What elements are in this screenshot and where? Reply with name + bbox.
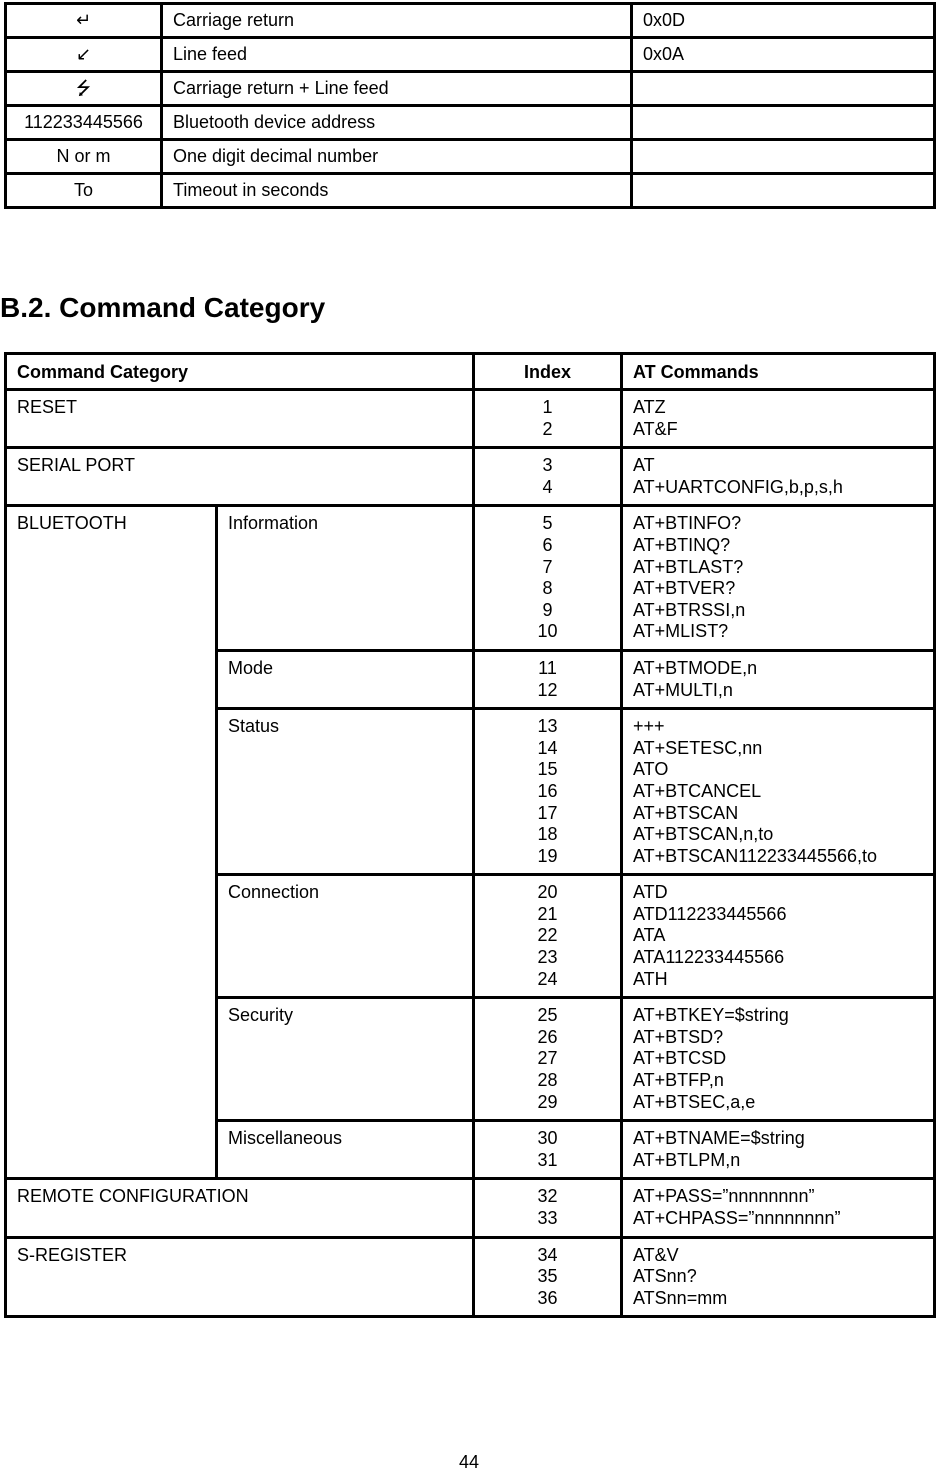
- bluetooth-index-line: 9: [542, 599, 553, 620]
- symbol-row: [6, 140, 935, 174]
- bluetooth-index-line: 29: [537, 1091, 558, 1112]
- bluetooth-index-line: 30: [537, 1128, 558, 1149]
- symbol-row: [6, 174, 935, 208]
- bluetooth-category-cell: BLUETOOTH: [6, 506, 217, 1179]
- bluetooth-index-line: 14: [537, 737, 558, 758]
- serial-port-index: [474, 448, 622, 506]
- bluetooth-commands-line: AT+BTCSD: [633, 1048, 727, 1069]
- page-number: 44: [458, 1452, 480, 1472]
- bluetooth-commands-line: AT+BTLAST?: [633, 556, 744, 577]
- table-header-row: [6, 354, 935, 390]
- serial-port-commands: [622, 448, 935, 506]
- serial-port-row: [6, 448, 935, 506]
- bluetooth-commands-line: ATH: [633, 968, 668, 989]
- header-at-commands: AT Commands: [622, 354, 935, 390]
- bluetooth-index-line: 21: [537, 903, 558, 924]
- bluetooth-commands-line: AT+BTRSSI,n: [633, 599, 746, 620]
- bluetooth-commands-line: AT+BTSD?: [633, 1026, 724, 1047]
- remote-configuration-index-line: 33: [537, 1208, 558, 1228]
- remote-configuration-index-line: 32: [537, 1186, 558, 1207]
- symbol-cell: ⭍: [6, 72, 162, 106]
- bluetooth-commands-line: AT+MLIST?: [633, 621, 729, 642]
- s-register-commands-line: AT&V: [633, 1244, 679, 1265]
- bluetooth-commands: [622, 1121, 935, 1179]
- bluetooth-index-line: 8: [542, 578, 553, 599]
- symbol-value-cell: [632, 72, 935, 106]
- bluetooth-commands-line: AT+BTSCAN,n,to: [633, 824, 774, 845]
- reset-commands-line: AT&F: [633, 418, 678, 439]
- bluetooth-commands: [622, 506, 935, 651]
- bluetooth-index-line: 19: [537, 845, 558, 866]
- bluetooth-commands-line: ATA112233445566: [633, 947, 785, 968]
- bluetooth-commands-line: AT+BTKEY=$string: [633, 1005, 789, 1026]
- bluetooth-subcategory-cell: Information: [217, 506, 474, 651]
- symbol-row: [6, 38, 935, 72]
- bluetooth-index-line: 16: [537, 780, 558, 801]
- bluetooth-index-line: 15: [537, 759, 558, 780]
- bluetooth-index-line: 13: [537, 716, 558, 737]
- s-register-index-line: 34: [537, 1244, 558, 1265]
- remote-configuration-category-cell: REMOTE CONFIGURATION: [6, 1179, 474, 1237]
- bluetooth-commands-line: AT+BTMODE,n: [633, 657, 758, 678]
- remote-configuration-commands: [622, 1179, 935, 1237]
- bluetooth-row: [6, 506, 935, 651]
- bluetooth-commands-line: +++: [633, 716, 665, 737]
- bluetooth-commands-line: AT+BTVER?: [633, 578, 736, 599]
- bluetooth-subcategory-cell: Status: [217, 709, 474, 875]
- symbol-meaning-cell: One digit decimal number: [162, 140, 632, 174]
- bluetooth-index-line: 6: [542, 534, 553, 555]
- bluetooth-commands-line: ATD: [633, 882, 668, 903]
- command-category-table: [4, 352, 936, 1318]
- bluetooth-commands-line: AT+BTLPM,n: [633, 1149, 741, 1170]
- bluetooth-index-line: 25: [537, 1005, 558, 1026]
- bluetooth-commands: [622, 650, 935, 708]
- bluetooth-index-line: 23: [537, 947, 558, 968]
- bluetooth-commands-line: AT+SETESC,nn: [633, 737, 763, 758]
- bluetooth-commands: [622, 709, 935, 875]
- bluetooth-index-line: 26: [537, 1026, 558, 1047]
- symbol-meaning-cell: Timeout in seconds: [162, 174, 632, 208]
- symbol-value-cell: [632, 140, 935, 174]
- symbol-legend-table: [4, 2, 936, 209]
- reset-commands-line: ATZ: [633, 397, 666, 417]
- bluetooth-index: [474, 506, 622, 651]
- symbol-meaning-cell: Bluetooth device address: [162, 106, 632, 140]
- bluetooth-index-line: 27: [537, 1048, 558, 1069]
- bluetooth-commands: [622, 998, 935, 1121]
- symbol-value-cell: [632, 174, 935, 208]
- bluetooth-commands-line: AT+BTCANCEL: [633, 780, 762, 801]
- bluetooth-commands-line: AT+BTNAME=$string: [633, 1128, 805, 1149]
- bluetooth-commands-line: ATA: [633, 925, 666, 946]
- bluetooth-commands-line: AT+BTINFO?: [633, 513, 742, 534]
- bluetooth-commands-line: AT+BTFP,n: [633, 1070, 724, 1091]
- serial-port-index-line: 3: [542, 455, 553, 476]
- bluetooth-subcategory-cell: Connection: [217, 875, 474, 998]
- symbol-row: [6, 72, 935, 106]
- bluetooth-subcategory-cell: Security: [217, 998, 474, 1121]
- bluetooth-index-line: 18: [537, 824, 558, 845]
- bluetooth-commands-line: ATO: [633, 759, 669, 780]
- symbol-value-cell: 0x0D: [632, 4, 935, 38]
- section-heading: B.2. Command Category: [0, 292, 326, 323]
- reset-category-cell: RESET: [6, 390, 474, 448]
- symbol-cell: N or m: [6, 140, 162, 174]
- bluetooth-commands-line: AT+BTINQ?: [633, 534, 731, 555]
- bluetooth-index: [474, 650, 622, 708]
- serial-port-commands-line: AT: [633, 455, 655, 476]
- remote-configuration-commands-line: AT+PASS=”nnnnnnnn”: [633, 1186, 815, 1207]
- bluetooth-index: [474, 875, 622, 998]
- reset-index-line: 1: [542, 397, 553, 417]
- s-register-index-line: 36: [537, 1287, 558, 1308]
- bluetooth-index-line: 20: [537, 882, 558, 903]
- symbol-meaning-cell: Carriage return: [162, 4, 632, 38]
- bluetooth-index-line: 11: [538, 657, 557, 678]
- bluetooth-index-line: 28: [537, 1070, 558, 1091]
- serial-port-index-line: 4: [542, 476, 553, 497]
- symbol-meaning-cell: Carriage return + Line feed: [162, 72, 632, 106]
- s-register-commands: [622, 1237, 935, 1317]
- symbol-cell: ↵: [6, 4, 162, 38]
- bluetooth-index-line: 24: [537, 968, 558, 989]
- reset-index: [474, 390, 622, 448]
- serial-port-commands-line: AT+UARTCONFIG,b,p,s,h: [633, 476, 843, 497]
- bluetooth-commands-line: AT+BTSCAN: [633, 802, 739, 823]
- s-register-category-cell: S-REGISTER: [6, 1237, 474, 1317]
- bluetooth-index-line: 22: [537, 925, 558, 946]
- symbol-meaning-cell: Line feed: [162, 38, 632, 72]
- header-index: Index: [474, 354, 622, 390]
- bluetooth-commands-line: ATD112233445566: [633, 903, 787, 924]
- bluetooth-index-line: 5: [542, 513, 553, 534]
- symbol-cell: To: [6, 174, 162, 208]
- s-register-commands-line: ATSnn=mm: [633, 1287, 728, 1308]
- bluetooth-index-line: 7: [542, 556, 553, 577]
- symbol-cell: ↙: [6, 38, 162, 72]
- bluetooth-commands-line: AT+BTSEC,a,e: [633, 1091, 756, 1112]
- bluetooth-index: [474, 709, 622, 875]
- reset-row: [6, 390, 935, 448]
- symbol-legend-body: [6, 4, 935, 208]
- command-category-body: [6, 354, 935, 1317]
- bluetooth-commands-line: AT+BTSCAN112233445566,to: [633, 845, 877, 866]
- bluetooth-index-line: 10: [537, 621, 558, 642]
- reset-commands: [622, 390, 935, 448]
- serial-port-category-cell: SERIAL PORT: [6, 448, 474, 506]
- bluetooth-index-line: 12: [537, 679, 558, 700]
- symbol-cell: 112233445566: [6, 106, 162, 140]
- remote-configuration-row: [6, 1179, 935, 1237]
- s-register-index: [474, 1237, 622, 1317]
- remote-configuration-index: [474, 1179, 622, 1237]
- bluetooth-subcategory-cell: Mode: [217, 650, 474, 708]
- s-register-row: [6, 1237, 935, 1317]
- reset-index-line: 2: [542, 418, 553, 439]
- bluetooth-subcategory-cell: Miscellaneous: [217, 1121, 474, 1179]
- symbol-value-cell: [632, 106, 935, 140]
- symbol-row: [6, 4, 935, 38]
- bluetooth-index: [474, 1121, 622, 1179]
- remote-configuration-commands-line: AT+CHPASS=”nnnnnnnn”: [633, 1208, 841, 1228]
- symbol-value-cell: 0x0A: [632, 38, 935, 72]
- bluetooth-index: [474, 998, 622, 1121]
- bluetooth-commands-line: AT+MULTI,n: [633, 679, 733, 700]
- symbol-row: [6, 106, 935, 140]
- bluetooth-index-line: 17: [537, 802, 558, 823]
- bluetooth-index-line: 31: [537, 1149, 558, 1170]
- header-command-category: Command Category: [6, 354, 474, 390]
- s-register-commands-line: ATSnn?: [633, 1266, 697, 1287]
- s-register-index-line: 35: [537, 1266, 558, 1287]
- bluetooth-commands: [622, 875, 935, 998]
